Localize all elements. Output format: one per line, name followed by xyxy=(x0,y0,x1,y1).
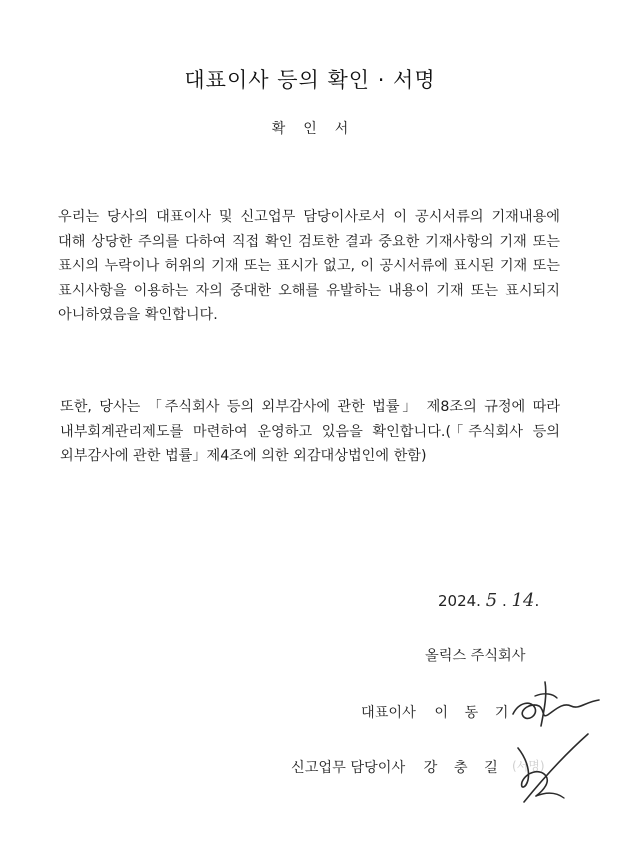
signatory-role: 대표이사 xyxy=(361,705,416,721)
confirmation-text: 우리는 당사의 대표이사 및 신고업무 담당이사로서 이 공시서류의 기재내용에 대해 상당한 주의를 다하여 직접 확인 검토한 결과 중요한 기재사항의 기재 또는 표시의 누락이나 허위의 기재 또는 표시가 없고, 이 공시서류에 표시된 기재 또는 표시사항을 이용하는 자의 중대한 오해를 유발하는 내용이 기재 또는 표시되지 아니하였음을 확인합니다. xyxy=(58,209,560,324)
date-day: 14 xyxy=(511,590,535,611)
signing-date xyxy=(438,590,539,611)
internal-control-text: 또한, 당사는 「주식회사 등의 외부감사에 관한 법률」 제8조의 규정에 따라 내부회계관리제도를 마련하여 운영하고 있음을 확인합니다.(「주식회사 등의 외부감사에 관한 법률」제4조에 의한 외감대상법인에 한함) xyxy=(60,399,560,465)
signatory-name: 이 동 기 xyxy=(434,705,515,721)
signatory-name: 강 충 길 xyxy=(423,760,504,776)
signatory-ceo xyxy=(361,702,514,722)
internal-control-paragraph xyxy=(60,395,560,469)
page-title: 대표이사 등의 확인 · 서명 xyxy=(184,68,436,92)
company-name: 올릭스 주식회사 xyxy=(425,648,526,664)
seal-mark: (서명) xyxy=(512,759,545,773)
date-year: 2024. xyxy=(438,592,481,610)
ceo-signature-icon xyxy=(505,672,605,732)
signatory-role: 신고업무 담당이사 xyxy=(291,760,406,776)
date-month: 5 xyxy=(485,590,498,611)
confirmation-paragraph xyxy=(58,205,560,328)
date-end: . xyxy=(534,592,540,610)
date-separator: . xyxy=(501,592,507,610)
signatory-disclosure-officer xyxy=(291,757,504,777)
document-subtitle: 확인서 xyxy=(271,121,367,137)
